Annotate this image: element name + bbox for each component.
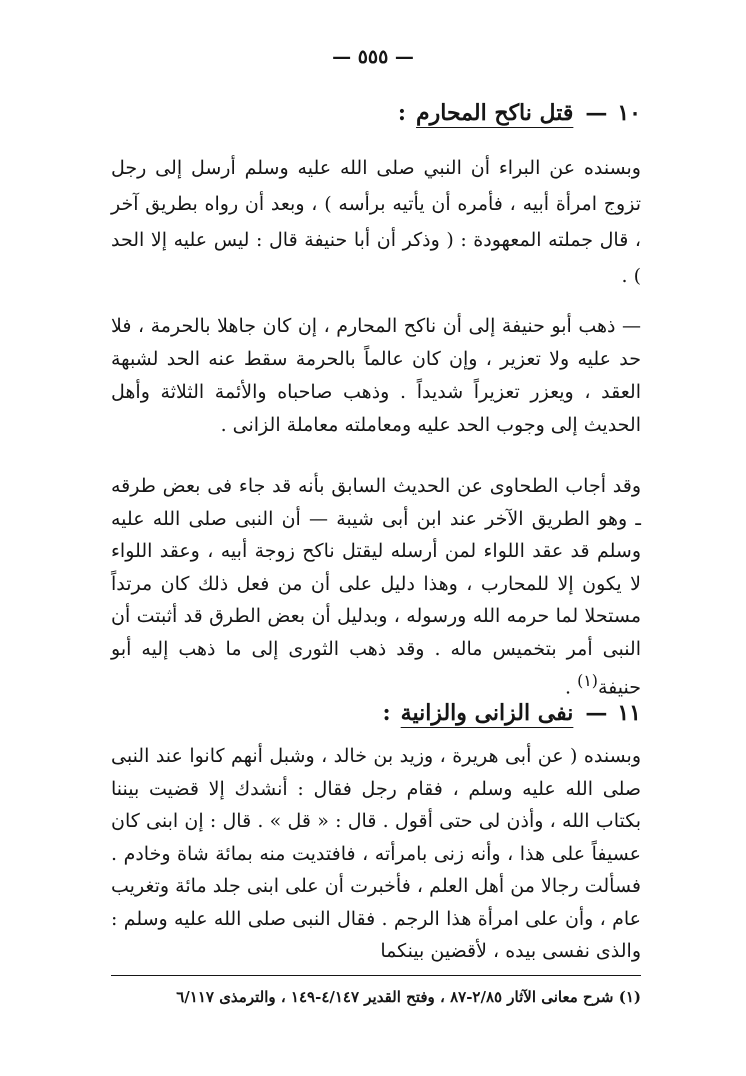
- section-heading-10: [398, 100, 641, 126]
- footnote: (١) شرح معانى الآثار ٢/٨٥-٨٧ ، وفتح القدير ٤/١٤٧-١٤٩ ، والترمذى ٦/١١٧: [176, 988, 641, 1006]
- page-number: — ٥٥٥ —: [332, 46, 414, 68]
- section-dash: —: [585, 100, 608, 126]
- section-title: نفى الزانى والزانية: [400, 700, 574, 726]
- section-heading-11: [383, 700, 641, 726]
- paragraph-hadith-abu-hurayra: وبسنده ( عن أبى هريرة ، وزيد بن خالد ، وشبل أنهم كانوا عند النبى صلى الله عليه وسلم ، فقام رجل فقال : أنشدك إلا قضيت بيننا بكتاب الله ، وأذن لى حتى أقول . قال : « قل » . قال : إن ابنى كان عسيفاً على هذا ، وأنه زنى بامرأته ، فافتديت منه بمائة شاة وخادم . فسألت رجالا من أهل العلم ، فأخبرت أن على ابنى جلد مائة وتغريب عام ، وأن على امرأة هذا الرجم . فقال النبى صلى الله عليه وسلم : والذى نفسى بيده ، لأقضين بينكما: [111, 745, 641, 962]
- paragraph-text: وقد أجاب الطحاوى عن الحديث السابق بأنه قد جاء فى بعض طرقه ـ وهو الطريق الآخر عند ابن أبى شيبة — أن النبى صلى الله عليه وسلم قد عقد اللواء لمن أرسله ليقتل ناكح زوجة أبيه ، وعقد اللواء لا يكون إلا للمحارب ، وهذا دليل على أن من فعل ذلك كان مرتداً مستحلا لما حرمه الله ورسوله ، وبدليل أن بعض الطرق قد أثبتت أن النبى أمر بتخميس ماله . وقد ذهب الثورى إلى ما ذهب إليه أبو حنيفة: [111, 475, 641, 699]
- paragraph-end: .: [565, 676, 578, 699]
- section-colon: :: [382, 700, 391, 726]
- paragraph-hadith-bara: وبسنده عن البراء أن النبي صلى الله عليه وسلم أرسل إلى رجل تزوج امرأة أبيه ، فأمره أن يأتيه برأسه ) ، وبعد أن رواه بطريق آخر ، قال جملته المعهودة : ( وذكر أن أبا حنيفة قال : ليس عليه إلا الحد ) .: [111, 157, 641, 287]
- footnote-divider: [111, 975, 641, 976]
- paragraph-tahawi-response: [111, 470, 641, 704]
- section-number: ١٠: [617, 100, 641, 126]
- section-title: قتل ناكح المحارم: [416, 100, 574, 126]
- section-colon: :: [397, 100, 407, 126]
- section-number: ١١: [617, 700, 641, 726]
- footnote-reference: (١): [577, 671, 598, 690]
- paragraph-abu-hanifa-view: — ذهب أبو حنيفة إلى أن ناكح المحارم ، إن كان جاهلا بالحرمة ، فلا حد عليه ولا تعزير ، وإن كان عالماً بالحرمة سقط عنه الحد لشبهة العقد ، ويعزر تعزيراً شديداً . وذهب صاحباه والأئمة الثلاثة وأهل الحديث إلى وجوب الحد عليه ومعاملته معاملة الزانى .: [111, 315, 641, 436]
- section-dash: —: [585, 700, 608, 726]
